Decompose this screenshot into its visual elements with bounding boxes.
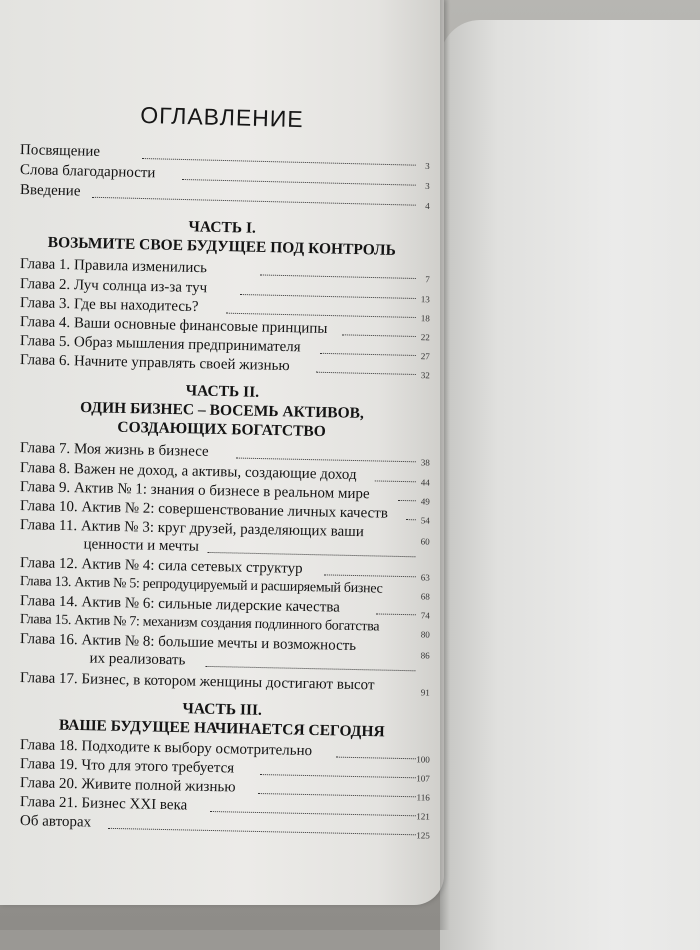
dot-leader	[260, 773, 416, 778]
part-title: ВАШЕ БУДУЩЕЕ НАЧИНАЕТСЯ СЕГОДНЯ	[0, 714, 444, 742]
entry-label: Глава 10. Актив № 2: совершенствование личных качеств	[20, 496, 388, 524]
part-number: ЧАСТЬ III.	[0, 695, 444, 723]
dot-leader	[320, 352, 416, 356]
entry-page: 100	[416, 749, 430, 769]
entry-page: 13	[421, 289, 430, 309]
entry-page: 80	[421, 624, 430, 644]
entry-page: 27	[421, 346, 430, 366]
entry-page: 3	[425, 176, 430, 196]
dot-leader	[406, 518, 416, 520]
entry-label: Введение	[20, 180, 81, 201]
entry-page: 49	[421, 491, 430, 511]
entry-page: 22	[421, 327, 430, 347]
dot-leader	[398, 499, 416, 501]
entry-label: Глава 2. Луч солнца из-за туч	[20, 274, 208, 298]
entry-label: Глава 3. Где вы находитесь?	[20, 293, 199, 317]
entry-label-continued: их реализовать	[89, 648, 185, 670]
entry-label-continued: ценности и мечты	[83, 534, 199, 556]
entry-label: Глава 21. Бизнес XXI века	[20, 792, 188, 815]
part-title: ВОЗЬМИТЕ СВОЕ БУДУЩЕЕ ПОД КОНТРОЛЬ	[0, 232, 444, 261]
entry-label: Глава 18. Подходите к выбору осмотрительно	[20, 735, 313, 761]
entry-page: 68	[421, 586, 430, 606]
entry-label: Глава 13. Актив № 5: репродуцируемый и расширяемый бизнес	[20, 572, 383, 600]
entry-label: Глава 11. Актив № 3: круг друзей, разделяющих ваши	[20, 515, 364, 542]
dot-leader	[342, 333, 416, 337]
entry-label: Глава 20. Живите полной жизнью	[20, 773, 236, 798]
dot-leader	[376, 612, 416, 615]
entry-page: 125	[416, 825, 430, 845]
entry-label: Об авторах	[20, 811, 92, 832]
entry-label: Глава 6. Начните управлять своей жизнью	[20, 350, 290, 376]
dot-leader	[316, 371, 416, 375]
entry-label: Глава 9. Актив № 1: знания о бизнесе в реальном мире	[20, 477, 370, 504]
entry-page: 91	[421, 682, 430, 702]
dot-leader	[324, 573, 416, 577]
dot-leader	[92, 196, 416, 206]
toc-entry-chapter-17	[20, 668, 430, 697]
part-number: ЧАСТЬ I.	[0, 213, 444, 242]
entry-label: Глава 1. Правила изменились	[20, 254, 207, 278]
dot-leader	[236, 457, 416, 463]
dot-leader	[108, 827, 416, 835]
entry-page: 54	[421, 510, 430, 530]
entry-page: 63	[421, 567, 430, 587]
part-title: ОДИН БИЗНЕС – ВОСЕМЬ АКТИВОВ,	[0, 396, 444, 424]
entry-page: 44	[421, 472, 430, 492]
entry-label: Глава 8. Важен не доход, а активы, создающие доход	[20, 458, 357, 485]
entry-label: Глава 4. Ваши основные финансовые принципы	[20, 312, 328, 339]
entry-page: 7	[425, 269, 430, 289]
entry-label: Посвящение	[20, 140, 101, 162]
toc-title: ОГЛАВЛЕНИЕ	[0, 98, 444, 137]
entry-page: 32	[421, 365, 430, 385]
entry-page: 38	[421, 452, 430, 472]
entry-label: Глава 17. Бизнес, в котором женщины достигают высот	[20, 668, 375, 695]
entry-label: Глава 12. Актив № 4: сила сетевых структур	[20, 553, 303, 579]
part-number: ЧАСТЬ II.	[0, 377, 444, 405]
entry-page: 4	[425, 196, 430, 216]
part-title-line-2: СОЗДАЮЩИХ БОГАТСТВО	[0, 415, 444, 443]
entry-label: Слова благодарности	[20, 160, 156, 183]
dot-leader	[375, 479, 416, 482]
entry-page: 60	[421, 531, 430, 551]
entry-page: 74	[421, 605, 430, 625]
dot-leader	[205, 665, 415, 671]
entry-label: Глава 5. Образ мышления предпринимателя	[20, 331, 301, 357]
part-1-heading	[0, 213, 444, 261]
entry-label: Глава 19. Что для этого требуется	[20, 754, 235, 778]
entry-page: 107	[416, 768, 430, 788]
entry-label: Глава 15. Актив № 7: механизм создания подлинного богатства	[20, 610, 380, 638]
entry-page: 18	[421, 308, 430, 328]
part-2-heading	[0, 377, 445, 443]
entry-page: 86	[421, 645, 430, 665]
right-page	[440, 20, 700, 950]
dot-leader	[260, 273, 416, 279]
entry-page: 116	[416, 787, 430, 807]
entry-label: Глава 16. Актив № 8: большие мечты и возможность	[20, 629, 357, 656]
dot-leader	[207, 551, 415, 557]
entry-label: Глава 7. Моя жизнь в бизнесе	[20, 438, 209, 462]
entry-page: 3	[425, 156, 430, 176]
dot-leader	[336, 756, 416, 760]
entry-page: 121	[416, 806, 430, 826]
entry-label: Глава 14. Актив № 6: сильные лидерские качества	[20, 591, 340, 618]
